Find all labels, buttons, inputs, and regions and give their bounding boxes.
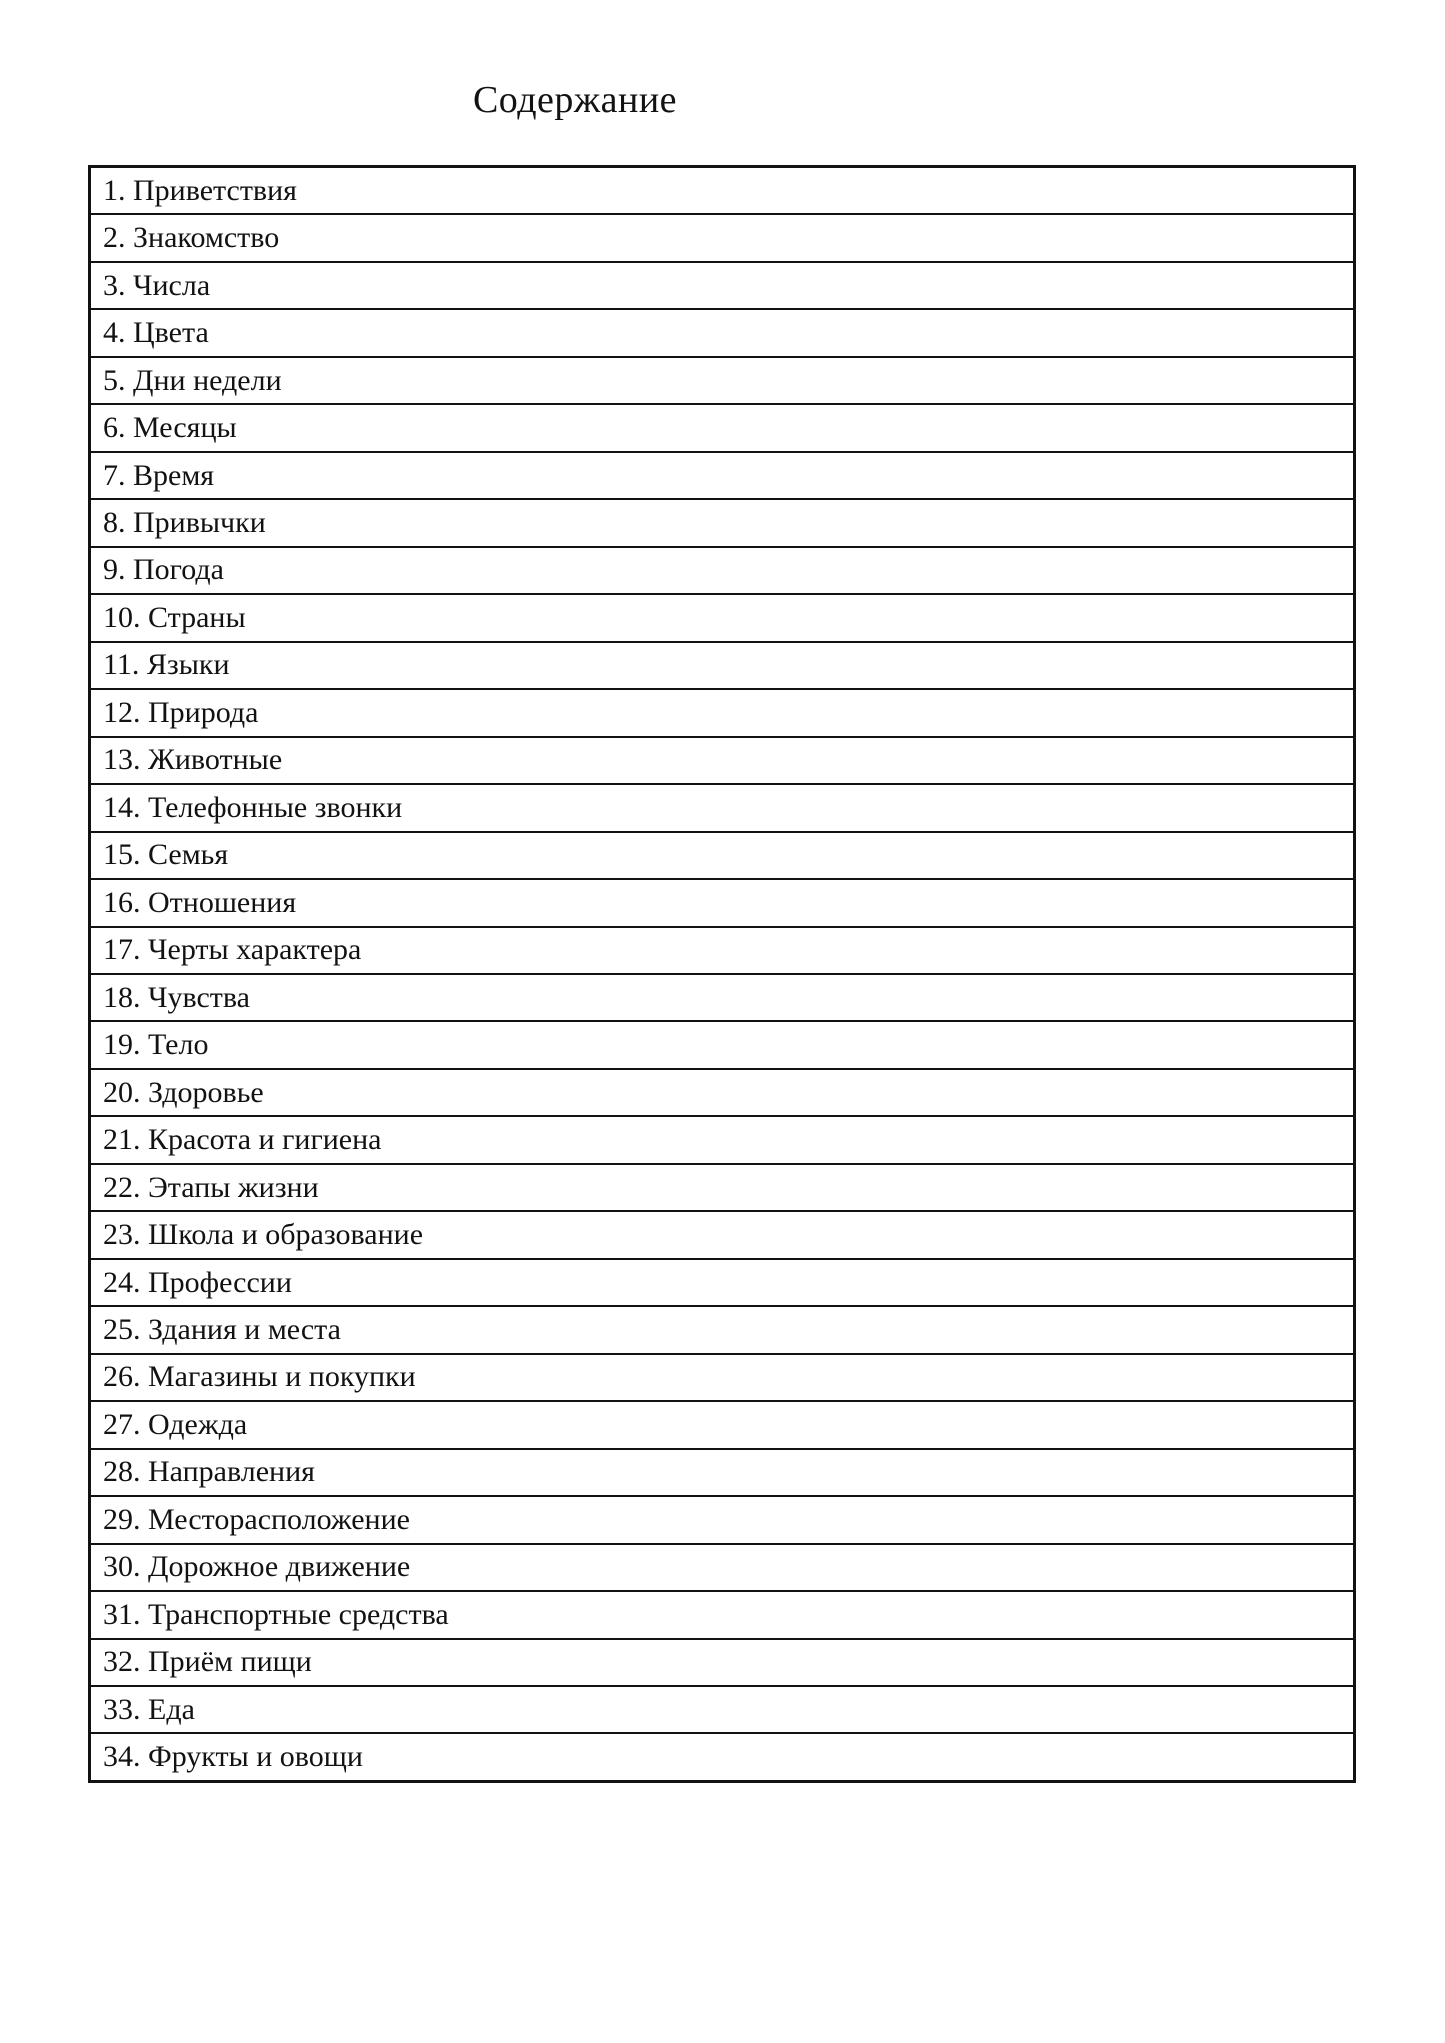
toc-entry-label: 15. Семья xyxy=(103,838,229,872)
toc-entry-label: 24. Профессии xyxy=(103,1265,292,1299)
toc-row xyxy=(91,358,1353,405)
toc-table xyxy=(88,165,1356,1783)
toc-row xyxy=(91,1070,1353,1117)
toc-row xyxy=(91,1592,1353,1639)
toc-entry-label: 21. Красота и гигиена xyxy=(103,1123,382,1157)
toc-entry-label: 3. Числа xyxy=(103,268,211,302)
toc-row xyxy=(91,500,1353,547)
toc-row xyxy=(91,643,1353,690)
toc-entry-label: 19. Тело xyxy=(103,1028,209,1062)
toc-entry-label: 4. Цвета xyxy=(103,316,209,350)
toc-row xyxy=(91,1212,1353,1259)
toc-row xyxy=(91,1497,1353,1544)
toc-entry-label: 1. Приветствия xyxy=(103,173,297,207)
toc-entry-label: 13. Животные xyxy=(103,743,283,777)
toc-entry-label: 31. Транспортные средства xyxy=(103,1597,449,1631)
toc-row xyxy=(91,1165,1353,1212)
toc-row xyxy=(91,310,1353,357)
toc-row xyxy=(91,215,1353,262)
toc-row xyxy=(91,1022,1353,1069)
toc-entry-label: 11. Языки xyxy=(103,648,230,682)
toc-entry-label: 8. Привычки xyxy=(103,506,266,540)
toc-row xyxy=(91,1402,1353,1449)
toc-row xyxy=(91,1117,1353,1164)
toc-entry-label: 6. Месяцы xyxy=(103,411,237,445)
toc-row xyxy=(91,548,1353,595)
toc-entry-label: 14. Телефонные звонки xyxy=(103,790,403,824)
toc-row xyxy=(91,975,1353,1022)
toc-entry-label: 28. Направления xyxy=(103,1455,315,1489)
toc-entry-label: 18. Чувства xyxy=(103,980,250,1014)
toc-row xyxy=(91,1260,1353,1307)
toc-entry-label: 9. Погода xyxy=(103,553,224,587)
toc-row xyxy=(91,1640,1353,1687)
toc-entry-label: 30. Дорожное движение xyxy=(103,1550,411,1584)
page-title-container xyxy=(0,78,1150,122)
toc-row xyxy=(91,263,1353,310)
toc-entry-label: 25. Здания и места xyxy=(103,1312,341,1346)
toc-row xyxy=(91,1545,1353,1592)
toc-entry-label: 29. Месторасположение xyxy=(103,1502,410,1536)
toc-entry-label: 33. Еда xyxy=(103,1692,195,1726)
toc-row xyxy=(91,1687,1353,1734)
toc-row xyxy=(91,1734,1353,1779)
toc-row xyxy=(91,833,1353,880)
toc-row xyxy=(91,405,1353,452)
toc-row xyxy=(91,1307,1353,1354)
toc-entry-label: 32. Приём пищи xyxy=(103,1645,312,1679)
toc-row xyxy=(91,928,1353,975)
toc-row xyxy=(91,880,1353,927)
toc-entry-label: 5. Дни недели xyxy=(103,363,282,397)
toc-entry-label: 22. Этапы жизни xyxy=(103,1170,319,1204)
toc-row xyxy=(91,738,1353,785)
toc-row xyxy=(91,1355,1353,1402)
toc-entry-label: 16. Отношения xyxy=(103,885,297,919)
toc-entry-label: 23. Школа и образование xyxy=(103,1218,424,1252)
toc-row xyxy=(91,453,1353,500)
toc-entry-label: 2. Знакомство xyxy=(103,221,280,255)
toc-entry-label: 34. Фрукты и овощи xyxy=(103,1740,363,1774)
toc-row xyxy=(91,595,1353,642)
toc-row xyxy=(91,785,1353,832)
page-title: Содержание xyxy=(472,79,678,121)
toc-entry-label: 26. Магазины и покупки xyxy=(103,1360,416,1394)
toc-row xyxy=(91,690,1353,737)
toc-entry-label: 17. Черты характера xyxy=(103,933,362,967)
toc-entry-label: 27. Одежда xyxy=(103,1407,248,1441)
toc-row xyxy=(91,1450,1353,1497)
toc-entry-label: 7. Время xyxy=(103,458,215,492)
toc-entry-label: 12. Природа xyxy=(103,695,259,729)
toc-row xyxy=(91,168,1353,215)
toc-entry-label: 10. Страны xyxy=(103,600,246,634)
toc-entry-label: 20. Здоровье xyxy=(103,1075,264,1109)
